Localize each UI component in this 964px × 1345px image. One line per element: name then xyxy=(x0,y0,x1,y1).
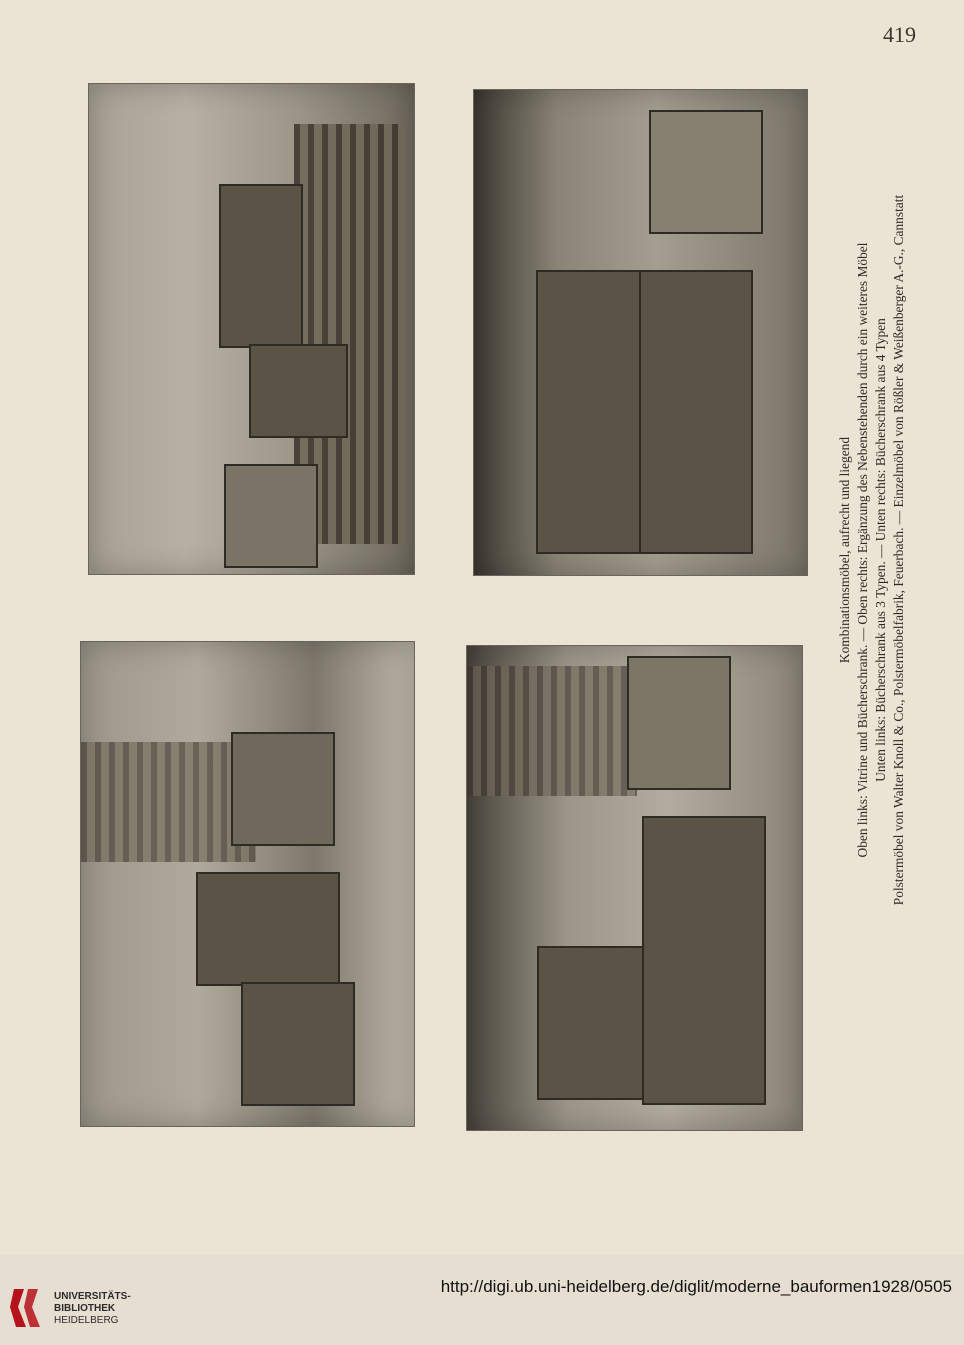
caption-title: Kombinationsmöbel, aufrecht und liegend xyxy=(837,436,852,664)
logo-line: UNIVERSITÄTS- xyxy=(54,1291,131,1302)
library-logo-icon xyxy=(8,1285,50,1331)
vitrine-cabinet xyxy=(219,184,303,348)
bookcase-upper-row xyxy=(537,946,656,1100)
photo-top-left xyxy=(88,83,415,575)
logo-line: BIBLIOTHEK xyxy=(54,1303,116,1314)
caption-line: Unten links: Bücherschrank aus 3 Typen. — Unten rechts: Bücherschrank aus 4 Typen xyxy=(873,318,888,782)
vitrine-cabinet xyxy=(196,872,340,986)
bookcase-lower-row xyxy=(642,816,766,1105)
armchair xyxy=(649,110,763,234)
armchair xyxy=(231,732,335,846)
library-logo-text xyxy=(54,1291,131,1327)
page-number: 419 xyxy=(883,22,916,47)
bookcase-lower-row xyxy=(639,270,753,554)
bookcase-cabinet xyxy=(241,982,355,1106)
armchair xyxy=(627,656,731,790)
curtain xyxy=(81,742,256,862)
photo-bottom-right xyxy=(466,645,803,1131)
bookcase-upper-row xyxy=(536,270,650,554)
armchair xyxy=(224,464,318,568)
footer-bar xyxy=(0,1255,964,1345)
logo-line: HEIDELBERG xyxy=(54,1315,119,1326)
photo-top-right xyxy=(473,89,808,576)
curtain xyxy=(467,666,637,796)
photo-caption xyxy=(836,45,908,1055)
caption-line: Oben links: Vitrine und Bücherschrank. — Oben rechts: Ergänzung des Nebenstehenden durch ein weiteres Möbel xyxy=(855,242,870,858)
bookcase-cabinet xyxy=(249,344,348,438)
caption-credits: Polstermöbel von Walter Knoll & Co., Polstermöbelfabrik, Feuerbach. — Einzelmöbel von Rößler & Weißenberger A.-G., Cannstatt xyxy=(891,194,906,906)
photo-bottom-left xyxy=(80,641,415,1127)
source-url[interactable]: http://digi.ub.uni-heidelberg.de/diglit/moderne_bauformen1928/0505 xyxy=(440,1277,952,1296)
